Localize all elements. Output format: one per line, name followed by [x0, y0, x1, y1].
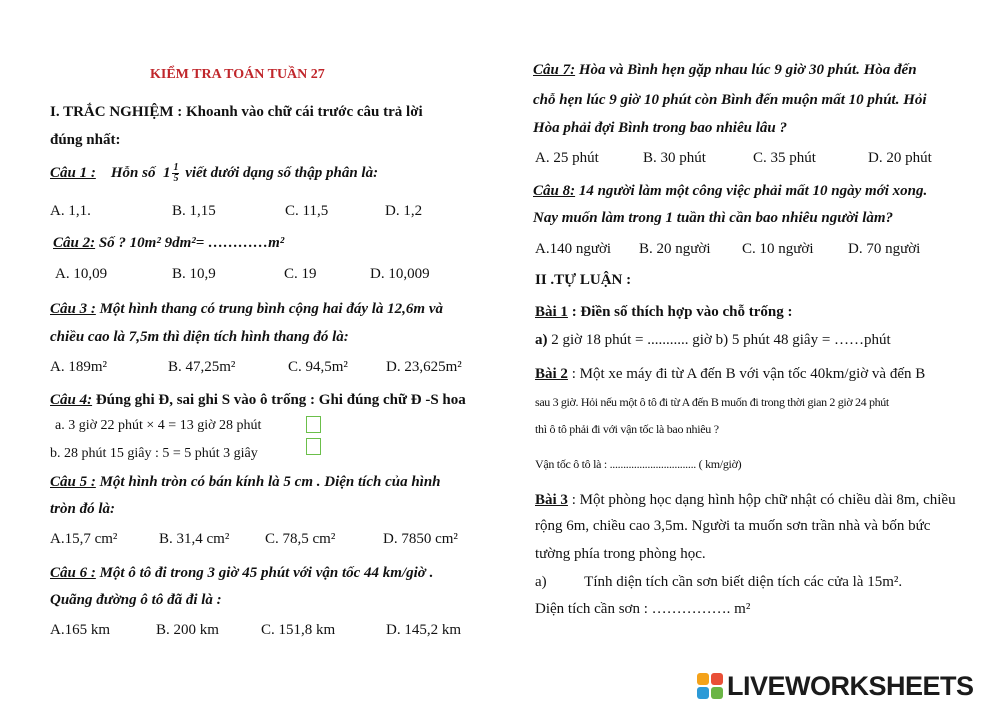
q3-line2: chiều cao là 7,5m thì diện tích hình thang đó là:	[50, 329, 349, 345]
q6-option-c[interactable]: C. 151,8 km	[261, 622, 336, 638]
b3-line3: tường phía trong phòng học.	[535, 546, 706, 562]
q1-text-before: Hỗn số	[110, 164, 156, 181]
q6-option-a[interactable]: A.165 km	[50, 622, 110, 638]
q1-label: Câu 1 :	[50, 164, 96, 181]
q8-option-a[interactable]: A.140 người	[535, 241, 612, 257]
question-4	[50, 391, 466, 409]
q2-option-d[interactable]: D. 10,009	[370, 266, 430, 282]
b2-line1: : Một xe máy đi từ A đến B với vận tốc 40km/giờ và đến B	[567, 366, 926, 382]
logo-square-3	[697, 687, 709, 699]
q1-fraction	[172, 163, 179, 184]
logo-square-1	[697, 673, 709, 685]
q7-line2: chỗ hẹn lúc 9 giờ 10 phút còn Bình đến muộn mất 10 phút. Hỏi	[533, 92, 927, 108]
b2-line3: thì ô tô phải đi với vận tốc là bao nhiêu ?	[535, 422, 719, 436]
page-title: KIỂM TRA TOÁN TUẦN 27	[150, 67, 325, 82]
q1-numerator: 1	[173, 162, 179, 173]
question-7	[533, 61, 917, 79]
q3-option-c[interactable]: C. 94,5m²	[288, 359, 348, 375]
part1-heading: I. TRẮC NGHIỆM :	[50, 104, 183, 120]
q1-option-c[interactable]: C. 11,5	[285, 203, 329, 219]
b3-label: Bài 3	[535, 492, 568, 508]
question-5	[50, 473, 441, 491]
q2-text: Số ? 10m² 9dm²= …………m²	[95, 235, 285, 251]
b3-line1: : Một phòng học dạng hình hộp chữ nhật có chiều dài 8m, chiều	[567, 492, 956, 508]
q7-option-c[interactable]: C. 35 phút	[753, 150, 816, 166]
q8-option-c[interactable]: C. 10 người	[742, 241, 814, 257]
b1-a-text: 2 giờ 18 phút = ........... giờ b) 5 phút 48 giây = ……phút	[547, 332, 891, 348]
logo-square-2	[711, 673, 723, 685]
question-1	[50, 163, 378, 184]
part1-instruction-2: đúng nhất:	[50, 132, 121, 148]
exercise-2	[535, 365, 925, 383]
b3-answer-line[interactable]: Diện tích cần sơn : ……………. m²	[535, 601, 751, 617]
b3-a-label: a)	[535, 574, 547, 590]
b3-line2: rộng 6m, chiều cao 3,5m. Người ta muốn sơn trần nhà và bốn bức	[535, 518, 931, 534]
q5-option-d[interactable]: D. 7850 cm²	[383, 531, 458, 547]
exercise-1	[535, 303, 793, 321]
q6-line1: Một ô tô đi trong 3 giờ 45 phút với vận tốc 44 km/giờ .	[95, 565, 434, 581]
q7-option-a[interactable]: A. 25 phút	[535, 150, 599, 166]
part1-instruction: Khoanh vào chữ cái trước câu trả lời	[182, 104, 423, 120]
q4-statement-a: a. 3 giờ 22 phút × 4 = 13 giờ 28 phút	[55, 418, 262, 433]
q7-option-d[interactable]: D. 20 phút	[868, 150, 932, 166]
q8-option-b[interactable]: B. 20 người	[639, 241, 711, 257]
q5-option-a[interactable]: A.15,7 cm²	[50, 531, 118, 547]
q3-line1: Một hình thang có trung bình cộng hai đáy là 12,6m và	[95, 301, 444, 317]
question-6	[50, 564, 433, 582]
q3-option-b[interactable]: B. 47,25m²	[168, 359, 236, 375]
question-8	[533, 182, 927, 200]
q8-line2: Nay muốn làm trong 1 tuần thì cần bao nhiêu người làm?	[533, 210, 894, 226]
b3-part-a	[535, 573, 902, 591]
exercise-3	[535, 491, 956, 509]
b2-line2: sau 3 giờ. Hỏi nếu một ô tô đi từ A đến B muốn đi trong thời gian 2 giờ 24 phút	[535, 395, 889, 409]
q6-option-b[interactable]: B. 200 km	[156, 622, 219, 638]
q4-statement-b: b. 28 phút 15 giây : 5 = 5 phút 3 giây	[50, 446, 258, 461]
q4-label: Câu 4:	[50, 392, 93, 408]
question-3	[50, 300, 443, 318]
q1-option-a[interactable]: A. 1,1.	[50, 203, 91, 219]
q8-label: Câu 8:	[533, 183, 576, 199]
logo-text: LIVEWORKSHEETS	[727, 670, 974, 701]
logo-square-4	[711, 687, 723, 699]
q2-label: Câu 2:	[53, 235, 96, 251]
q5-line2: tròn đó là:	[50, 501, 116, 517]
q6-line2: Quãng đường ô tô đã đi là :	[50, 592, 222, 608]
q4-answer-box-a[interactable]	[306, 416, 321, 433]
liveworksheets-logo	[697, 671, 974, 701]
q8-option-d[interactable]: D. 70 người	[848, 241, 921, 257]
b2-label: Bài 2	[535, 366, 568, 382]
q7-line1: Hòa và Bình hẹn gặp nhau lúc 9 giờ 30 phút. Hòa đến	[575, 62, 917, 78]
q4-answer-box-b[interactable]	[306, 438, 321, 455]
b3-a-text: Tính diện tích cần sơn biết diện tích các cửa là 15m².	[584, 574, 903, 590]
q7-label: Câu 7:	[533, 62, 576, 78]
b1-part-a	[535, 331, 891, 349]
q1-denominator: 5	[173, 173, 179, 184]
q1-option-d[interactable]: D. 1,2	[385, 203, 423, 219]
q2-option-b[interactable]: B. 10,9	[172, 266, 216, 282]
q5-option-b[interactable]: B. 31,4 cm²	[159, 531, 230, 547]
q2-option-c[interactable]: C. 19	[284, 266, 317, 282]
part2-heading: II .TỰ LUẬN :	[535, 272, 632, 288]
b1-label: Bài 1	[535, 304, 568, 320]
q1-whole: 1	[162, 164, 171, 181]
q4-text: Đúng ghi Đ, sai ghi S vào ô trống : Ghi đúng chữ Đ -S hoa	[92, 392, 466, 408]
q5-label: Câu 5 :	[50, 474, 96, 490]
q7-option-b[interactable]: B. 30 phút	[643, 150, 706, 166]
q6-label: Câu 6 :	[50, 565, 96, 581]
b2-answer-line[interactable]: Vận tốc ô tô là : ................................ ( km/giờ)	[535, 457, 742, 471]
q1-option-b[interactable]: B. 1,15	[172, 203, 216, 219]
question-2	[53, 234, 284, 252]
part1-line	[50, 103, 423, 121]
b1-text: : Điền số thích hợp vào chỗ trống :	[567, 304, 793, 320]
q3-option-a[interactable]: A. 189m²	[50, 359, 107, 375]
q5-line1: Một hình tròn có bán kính là 5 cm . Diện tích của hình	[95, 474, 441, 490]
liveworksheets-logo-icon	[697, 673, 723, 699]
q3-label: Câu 3 :	[50, 301, 96, 317]
q7-line3: Hòa phải đợi Bình trong bao nhiêu lâu ?	[533, 120, 787, 136]
q2-option-a[interactable]: A. 10,09	[55, 266, 108, 282]
q6-option-d[interactable]: D. 145,2 km	[386, 622, 461, 638]
b1-a-label: a)	[535, 332, 548, 348]
q8-line1: 14 người làm một công việc phải mất 10 ngày mới xong.	[575, 183, 928, 199]
q3-option-d[interactable]: D. 23,625m²	[386, 359, 462, 375]
q1-text-after: viết dưới dạng số thập phân là:	[185, 164, 379, 181]
q5-option-c[interactable]: C. 78,5 cm²	[265, 531, 336, 547]
